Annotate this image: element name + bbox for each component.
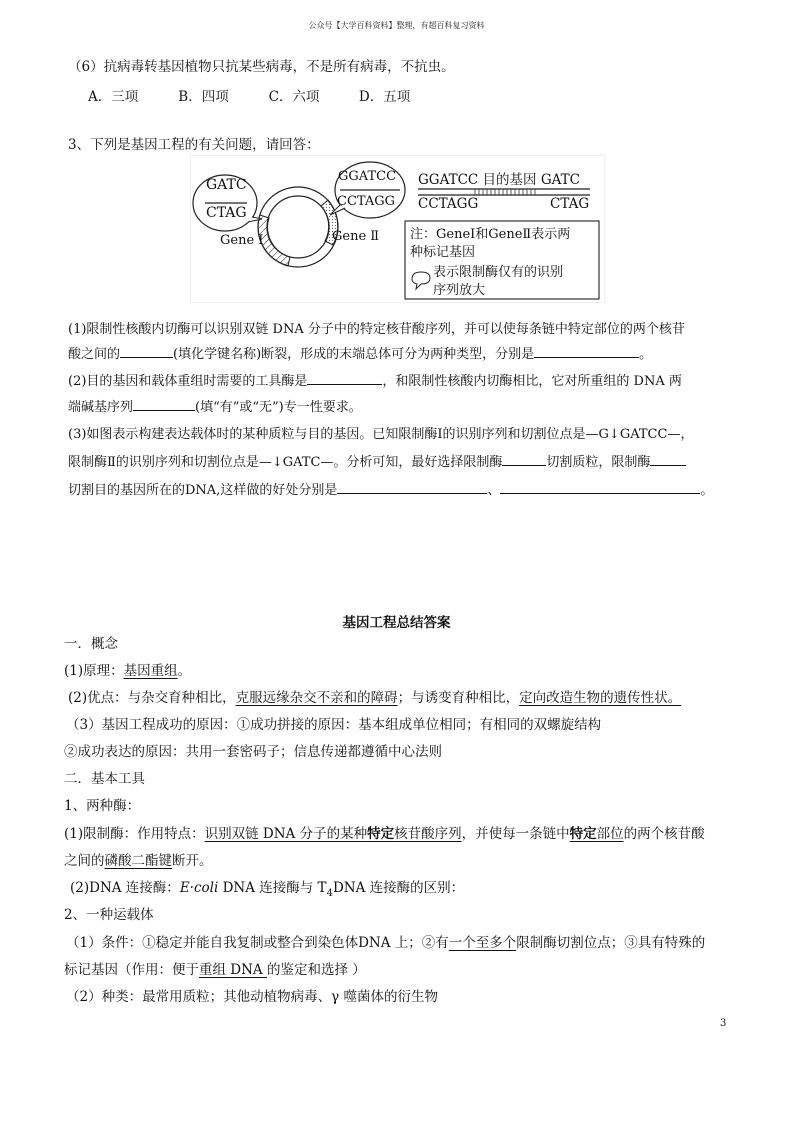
q3-1-blank-end-types[interactable]	[534, 345, 639, 358]
q3-1-text-b: (填化学键名称)断裂，形成的末端总体可分为两种类型，分别是	[173, 347, 535, 362]
question-item-6: （6）抗病毒转基因植物只抗某些病毒，不是所有病毒，不抗虫。	[68, 59, 455, 75]
re-site-bold: 特定	[569, 826, 597, 842]
ecoli-text: E·coli	[179, 880, 219, 896]
q3-3-line-2	[68, 451, 686, 470]
re-mid: ，并使每一条链中	[461, 826, 570, 842]
answers-title: 基因工程总结答案	[342, 615, 451, 631]
bubble-1-bottom: CTAG	[206, 205, 247, 221]
enzymes-heading: 1、两种酶：	[64, 798, 141, 814]
page-header: 公众号【大学百科资料】整理，有超百科复习资料	[308, 21, 485, 30]
re-feature-b: 核苷酸序列	[394, 826, 462, 842]
q3-3-blank-enzyme-plasmid[interactable]	[502, 453, 546, 466]
advantages-mid: ；与诱变育种相比，	[397, 690, 520, 706]
q3-3-blank-benefit-1[interactable]	[337, 481, 487, 494]
option-d: D．五项	[358, 89, 411, 105]
answer-success-reason-1: （3）基因工程成功的原因：①成功拼接的原因：基本组成单位相同；有相同的双螺旋结构	[66, 717, 602, 733]
q3-3-text-a: 限制酶Ⅱ的识别序列和切割位点是—↓GATC—。分析可知，最好选择限制酶	[68, 455, 503, 470]
q3-3-line-3	[68, 479, 713, 498]
re-feature-a: 识别双链 DNA 分子的某种	[204, 826, 368, 842]
advantage-2: 定向改造生物的遗传性状。	[519, 690, 682, 706]
q3-2-blank-specificity[interactable]	[133, 398, 195, 411]
section-2-heading: 二．基本工具	[64, 771, 145, 787]
bubble-1-top: GATC	[206, 177, 247, 193]
option-b: B．四项	[178, 89, 229, 105]
option-c: C．六项	[268, 89, 320, 105]
advantage-1: 克服远缘杂交不亲和的障碍	[235, 690, 398, 706]
q3-3-text-c: 切割目的基因所在的DNA,这样做的好处分别是	[68, 483, 338, 498]
vc-line2-a: 标记基因（作用：便于	[64, 962, 199, 978]
vc-sites: 一个至多个	[448, 935, 517, 951]
note-line-4: 序列放大	[433, 283, 486, 298]
section-1-heading: 一．概念	[64, 636, 118, 652]
note-line-3: 表示限制酶仅有的识别	[433, 265, 564, 280]
restriction-enzyme-line-1	[64, 822, 705, 842]
principle-label: (1)原理：	[64, 663, 124, 679]
ligase-label: (2)DNA 连接酶：	[70, 880, 180, 896]
gene-2-label: Gene Ⅱ	[332, 229, 380, 244]
q3-1-line-2	[68, 343, 652, 362]
q3-3-blank-enzyme-gene[interactable]	[650, 453, 686, 466]
principle-end: 。	[177, 663, 192, 679]
answer-principle	[64, 659, 191, 679]
bubble-2-top: GGATCC	[338, 169, 397, 184]
ligase-mid: DNA 连接酶与 T	[218, 880, 327, 896]
ligase-end: DNA 连接酶的区别：	[332, 880, 465, 896]
q3-1-line-1: (1)限制性核酸内切酶可以识别双链 DNA 分子中的特定核苷酸序列，并可以使每条链中特定部位的两个核苷	[68, 322, 685, 337]
q3-3-blank-benefit-2[interactable]	[500, 481, 700, 494]
plasmid-figure	[190, 155, 605, 303]
q3-2-text-d: (填“有”或“无”)专一性要求。	[195, 400, 362, 415]
answer-options	[88, 85, 445, 105]
phosphodiester-bond: 磷酸二酯键	[104, 853, 172, 869]
option-a: A．三项	[88, 89, 139, 105]
vector-condition-line-2	[64, 958, 366, 978]
question-3-title: 3、下列是基因工程的有关问题，请回答：	[68, 137, 320, 153]
q3-2-blank-enzyme[interactable]	[307, 372, 382, 385]
page-number: 3	[720, 1018, 727, 1029]
q3-2-text-c: 端碱基序列	[68, 400, 134, 415]
recombinant-dna: 重组 DNA	[199, 962, 267, 978]
q3-1-text-c: 。	[639, 347, 653, 362]
re-site-text: 部位	[596, 826, 624, 842]
q3-1-text-a: 酸之间的	[68, 347, 121, 362]
answer-advantages	[68, 686, 681, 706]
dna-ligase-line	[70, 876, 464, 899]
target-gene-bottom-left: CCTAGG	[418, 196, 479, 212]
re-site	[570, 826, 624, 842]
vc-line2-c: 的鉴定和选择 ）	[266, 962, 366, 978]
q3-3-text-b: 切割质粒，限制酶	[546, 455, 651, 470]
note-line-2: 种标记基因	[410, 245, 476, 260]
target-gene-bottom-right: CTAG	[550, 196, 590, 212]
vc-c: 限制酶切割位点；③具有特殊的	[516, 935, 706, 951]
target-gene-top: GGATCC 目的基因 GATC	[418, 172, 580, 188]
vector-condition-line-1	[66, 931, 705, 951]
principle-value: 基因重组	[123, 663, 178, 679]
q3-3-line-1: (3)如图表示构建表达载体时的某种质粒与目的基因。已知限制酶Ⅰ的识别序列和切割位点是—G↓GATCC—，	[68, 427, 694, 442]
q3-2-line-1	[68, 370, 682, 389]
q3-2-line-2	[68, 396, 362, 415]
q3-1-blank-bond[interactable]	[120, 345, 173, 358]
re-line2-end: 断开。	[172, 853, 213, 869]
q3-3-text-e: 。	[700, 483, 714, 498]
advantages-label: (2)优点：与杂交育种相比，	[68, 690, 236, 706]
vector-types: （2）种类：最常用质粒；其他动植物病毒、γ 噬菌体的衍生物	[66, 989, 438, 1005]
t4-subscript: 4	[326, 888, 333, 899]
vector-heading: 2、一种运载体	[64, 907, 154, 923]
gene-1-label: Gene Ⅰ	[220, 233, 264, 248]
note-line-1: 注：GeneⅠ和GeneⅡ表示两	[410, 227, 571, 242]
bubble-2-bottom: CCTAGG	[337, 194, 396, 209]
q3-3-text-d: 、	[487, 483, 501, 498]
re-end: 的两个核苷酸	[623, 826, 705, 842]
q3-2-text-b: ，和限制性核酸内切酶相比，它对所重组的 DNA 两	[382, 374, 682, 389]
answer-success-reason-2: ②成功表达的原因：共用一套密码子；信息传递都遵循中心法则	[64, 744, 442, 760]
re-line2-a: 之间的	[64, 853, 105, 869]
restriction-enzyme-line-2	[64, 849, 213, 869]
re-feature-bold: 特定	[367, 826, 395, 842]
q3-2-text-a: (2)目的基因和载体重组时需要的工具酶是	[68, 374, 308, 389]
re-label: (1)限制酶：作用特点：	[64, 826, 205, 842]
re-feature	[205, 826, 462, 842]
vc-a: （1）条件：①稳定并能自我复制或整合到染色体DNA 上；②有	[66, 935, 449, 951]
